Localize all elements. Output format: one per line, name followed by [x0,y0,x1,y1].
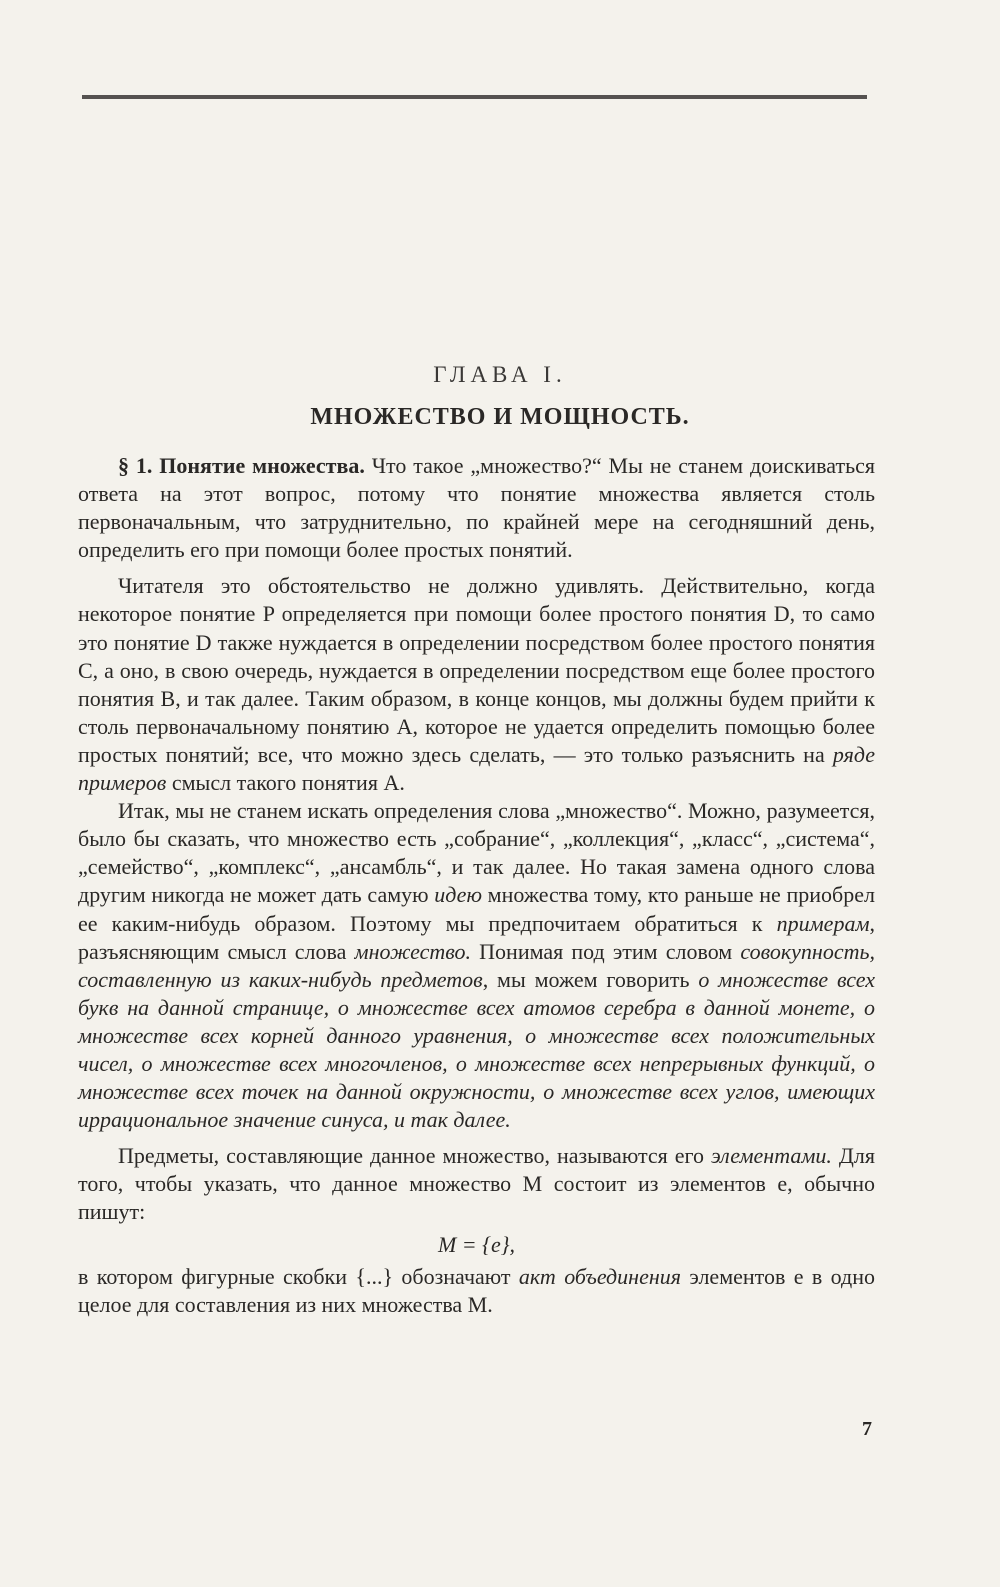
chapter-label: ГЛАВА I. [433,362,567,387]
paragraph-5 [78,1263,875,1319]
paragraph-3-emphasis-4: совокупность, составленную из каких-нибудь предметов [78,938,875,992]
paragraph-section-intro [78,452,875,564]
body-text [78,452,875,1319]
paragraph-3-text-e: , мы можем говорить [482,966,699,992]
paragraph-2 [78,572,875,797]
paragraph-3-text-b: множества тому, кто раньше не приобрел ее каким-нибудь образом. Поэтому мы предпочитаем обратиться к [78,882,875,936]
paragraph-2-text: Читателя это обстоятельство не должно удивлять. Действительно, когда некоторое понятие P определяется при помощи более простого понятия D, то само это понятие D также нуждается в определении посредством более простого понятия C, а оно, в свою очередь, нуждается в определении посредством еще более простого понятия B, и так далее. Таким образом, в конце концов, мы должны будем прийти к столь первоначальному понятию A, которое не удается определить помощью более простых понятий; все, что можно здесь сделать, — это только разъяснить на [78,573,875,767]
paragraph-4-text-a: Предметы, составляющие данное множество, называются его [118,1143,711,1169]
paragraph-3-emphasis-3: множество. [354,938,472,964]
paragraph-5-text-a: в котором фигурные скобки {...} обозначают [78,1263,519,1289]
paragraph-2-emphasis: ряде примеров [78,741,875,796]
paragraph-5-text-b: элементов e в одно целое для составления из них множества M. [78,1263,876,1317]
paragraph-3 [78,797,875,1134]
paragraph-3-text-a: Итак, мы не станем искать определения слова „множество“. Можно, разумеется, было бы сказать, что множество есть „собрание“, „коллекция“, „класс“, „система“, „семейство“, „комплекс“, „ансамбль“, и так далее. Но такая замена одного слова другим никогда не может дать самую [78,798,875,908]
paragraph-5-emphasis: акт объединения [518,1263,682,1289]
section-heading: § 1. Понятие множества. [118,453,365,478]
paragraph-3-text-c: , разъясняющим смысл слова [78,910,875,964]
paragraph-3-emphasis-5: о множестве всех букв на данной странице, о множестве всех атомов серебра в данной монете, о множестве всех корней данного уравнения, о множестве всех положительных чисел, о множестве всех многочленов, о множестве всех непрерывных функций, о множестве всех точек на данной окружности, о множестве всех углов, имеющих иррациональное значение синуса, и так далее. [78,966,875,1133]
page-number: 7 [862,1418,872,1440]
chapter-title: МНОЖЕСТВО И МОЩНОСТЬ. [310,404,690,430]
paragraph-3-text-d: Понимая под этим словом [471,938,741,964]
section-intro-text: Что такое „множество?“ Мы не станем доискиваться ответа на этот вопрос, потому что понятие множества является столь первоначальным, что затруднительно, по крайней мере на сегодняшний день, определить его при помощи более простых понятий. [78,453,875,563]
top-rule [82,95,867,99]
paragraph-4-emphasis: элементами. [710,1143,832,1169]
paragraph-4 [78,1142,875,1226]
paragraph-3-emphasis-2: примерам [776,910,870,936]
set-formula: M = {e}, [437,1231,516,1257]
paragraph-3-emphasis-1: идею [434,882,482,908]
paragraph-2-end: смысл такого понятия A. [166,770,405,796]
paragraph-4-text-b: Для того, чтобы указать, что данное множество M состоит из элементов e, обычно пишут: [78,1143,875,1225]
